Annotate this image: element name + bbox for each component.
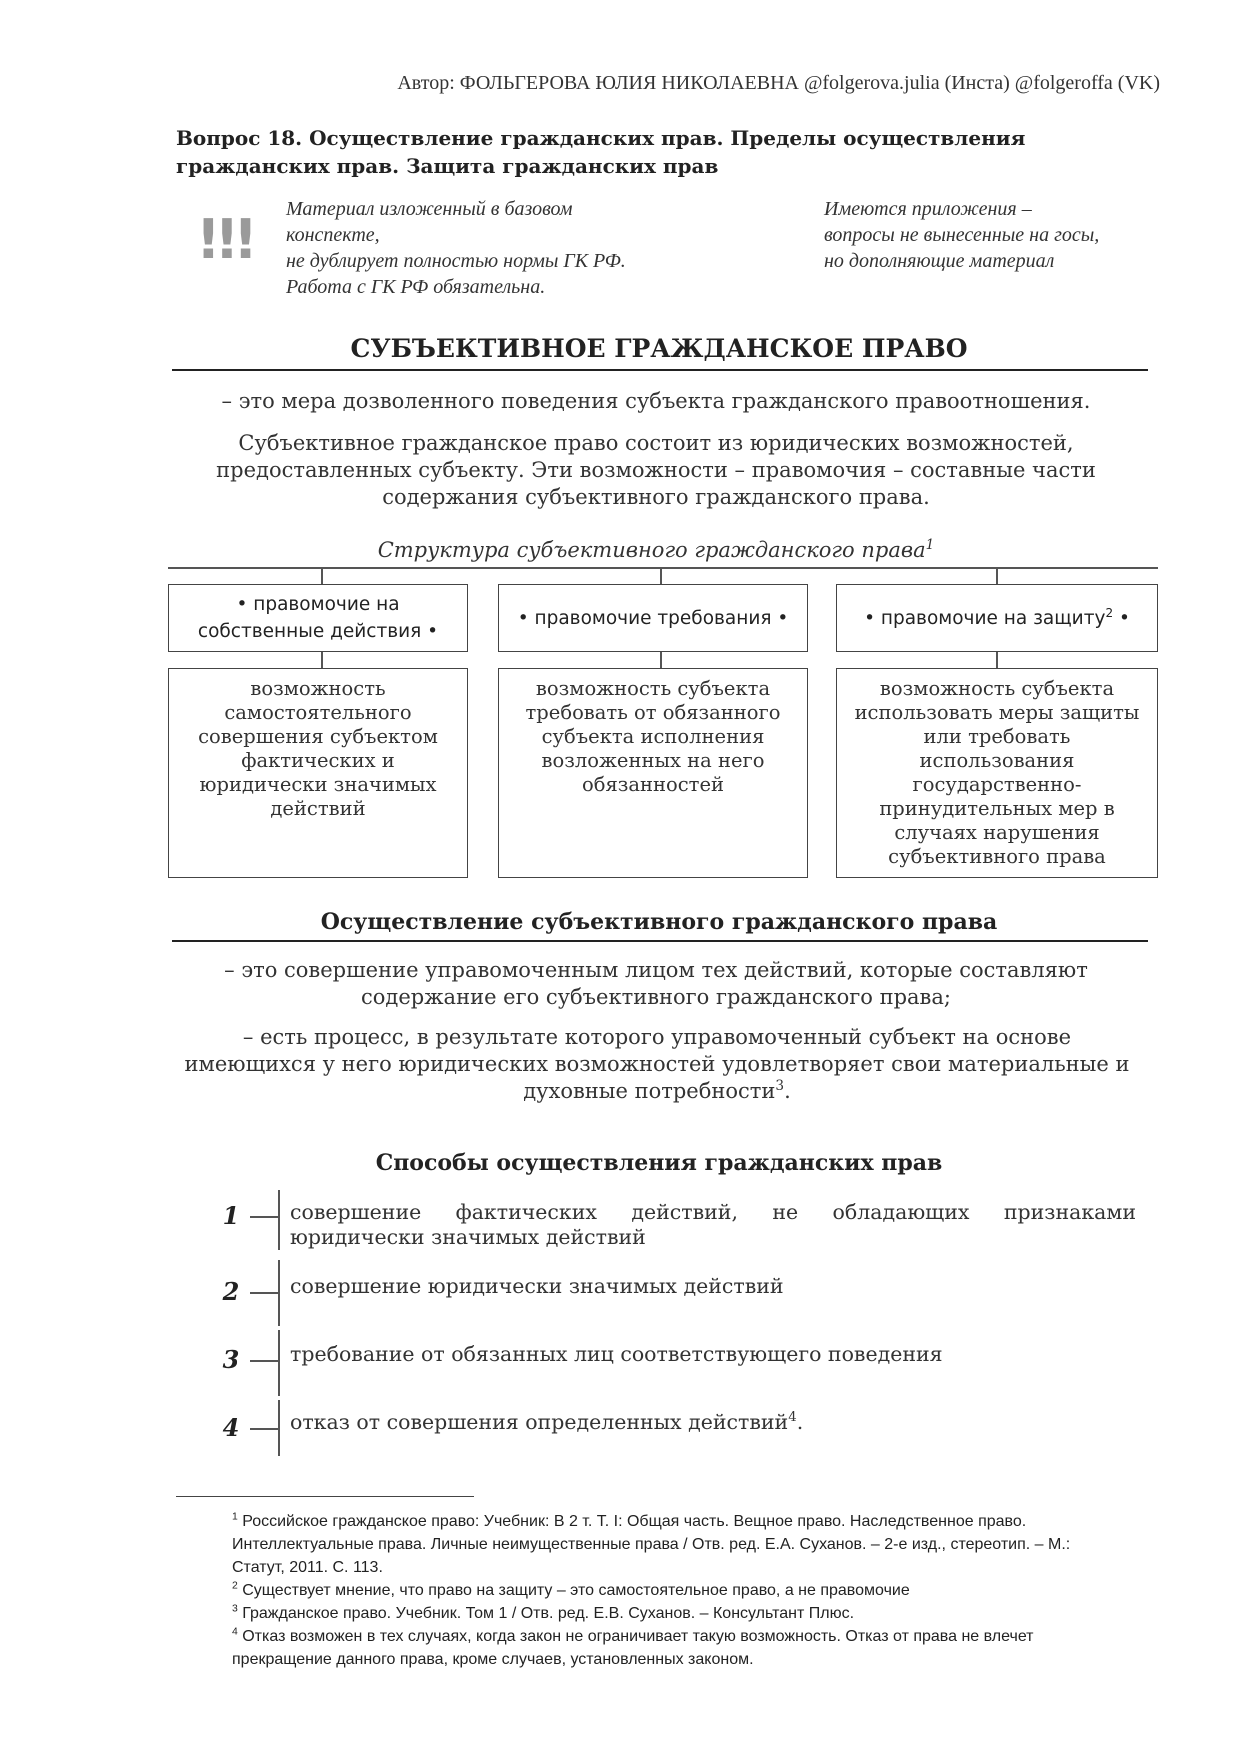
footnote-ref: 1 bbox=[232, 1511, 238, 1523]
power-label-text: • правомочие на защиту bbox=[864, 607, 1106, 629]
subjective-right-paragraph: Субъективное гражданское право состоит из юридических возможностей, предоставленных субъекту. Эти возможности – правомочия – составные части содержания субъективного гражданского права. bbox=[216, 431, 1096, 509]
footnote-text: Российское гражданское право: Учебник: В 2 т. Т. I: Общая часть. Вещное право. Наследственное право. Интеллектуальные права. Личные неимущественные права / Отв. ред. Е.А. Суханов. – 2-е изд., стереотип. – М.: Статут, 2011. С. 113. bbox=[232, 1513, 1071, 1576]
note-left-line: Работа с ГК РФ обязательна. bbox=[286, 276, 546, 298]
footnote-text: Гражданское право. Учебник. Том 1 / Отв. ред. Е.В. Суханов. – Консультант Плюс. bbox=[242, 1605, 855, 1622]
method-text: отказ от совершения определенных действий bbox=[290, 1410, 789, 1434]
power-box-own-actions bbox=[168, 584, 468, 652]
power-description-protection: возможность субъекта использовать меры защиты или требовать использования государственно-принудительных мер в случаях нарушения субъективного права bbox=[836, 668, 1158, 878]
footnote-item bbox=[232, 1510, 1092, 1579]
method-item bbox=[290, 1200, 1136, 1250]
power-label: • правомочие требования • bbox=[517, 607, 789, 629]
structure-caption bbox=[176, 538, 1136, 562]
note-right bbox=[824, 196, 1164, 274]
power-box-protection bbox=[836, 584, 1158, 652]
footnote-ref: 2 bbox=[1105, 605, 1114, 620]
structure-caption-text: Структура субъективного гражданского права bbox=[377, 538, 926, 562]
method-text: совершение фактических действий, не обладающих признаками bbox=[290, 1200, 1136, 1224]
method-text: требование от обязанных лиц соответствующего поведения bbox=[290, 1342, 943, 1366]
diagram-connector bbox=[321, 567, 323, 584]
method-number: 3 bbox=[222, 1345, 240, 1374]
footnotes bbox=[232, 1510, 1092, 1671]
note-right-line: но дополняющие материал bbox=[824, 250, 1055, 272]
power-label: • правомочие на собственные действия • bbox=[197, 594, 439, 642]
section-title-methods: Способы осуществления гражданских прав bbox=[375, 1150, 943, 1176]
method-tick bbox=[250, 1216, 278, 1218]
footnote-item bbox=[232, 1602, 1092, 1625]
diagram-connector bbox=[996, 652, 998, 668]
footnote-item bbox=[232, 1579, 1092, 1602]
footnote-ref: 4 bbox=[232, 1626, 238, 1638]
method-bracket bbox=[278, 1260, 280, 1326]
exercise-definition-1: – это совершение управомоченным лицом тех действий, которые составляют содержание его субъективного гражданского права; bbox=[224, 958, 1088, 1009]
method-tick bbox=[250, 1292, 278, 1294]
footnote-ref: 4 bbox=[788, 1410, 797, 1426]
diagram-connector bbox=[321, 652, 323, 668]
exercise-definition-2 bbox=[182, 1024, 1132, 1105]
footnote-ref: 3 bbox=[775, 1078, 785, 1094]
power-description-own-actions: возможность самостоятельного совершения субъектом фактических и юридически значимых действий bbox=[168, 668, 468, 878]
footnote-ref: 3 bbox=[232, 1603, 238, 1615]
method-bracket bbox=[278, 1330, 280, 1396]
diagram-connector bbox=[996, 567, 998, 584]
exercise-definition-2-text: – есть процесс, в результате которого управомоченный субъект на основе имеющихся у него юридических возможностей удовлетворяет свои материальные и духовные потребности bbox=[184, 1025, 1130, 1103]
author-line: Автор: ФОЛЬГЕРОВА ЮЛИЯ НИКОЛАЕВНА @folgerova.julia (Инста) @folgeroffa (VK) bbox=[397, 72, 1160, 94]
note-right-line: Имеются приложения – bbox=[824, 198, 1032, 220]
method-tick bbox=[250, 1360, 278, 1362]
note-right-line: вопросы не вынесенные на госы, bbox=[824, 224, 1100, 246]
method-bracket bbox=[278, 1400, 280, 1456]
note-left-line: не дублирует полностью нормы ГК РФ. bbox=[286, 250, 626, 272]
method-bracket bbox=[278, 1190, 280, 1250]
note-left-line: Материал изложенный в базовом bbox=[286, 198, 573, 220]
question-title: Вопрос 18. Осуществление гражданских прав. Пределы осуществления гражданских прав. Защита гражданских прав bbox=[176, 126, 1026, 178]
exclamation-icon: !!! bbox=[196, 208, 252, 271]
diagram-connector bbox=[660, 567, 662, 584]
method-item bbox=[290, 1410, 1136, 1435]
note-left bbox=[286, 196, 706, 300]
footnote-text: Существует мнение, что право на защиту – это самостоятельное право, а не правомочие bbox=[242, 1582, 910, 1599]
power-label bbox=[864, 605, 1130, 632]
section-divider bbox=[172, 369, 1148, 371]
method-number: 1 bbox=[222, 1201, 240, 1230]
definition-subjective-right: – это мера дозволенного поведения субъекта гражданского правоотношения. bbox=[221, 389, 1091, 413]
section-title-exercise: Осуществление субъективного гражданского права bbox=[320, 909, 998, 935]
footnote-divider bbox=[176, 1496, 474, 1497]
method-text: совершение юридически значимых действий bbox=[290, 1274, 784, 1298]
diagram-connector bbox=[660, 652, 662, 668]
footnote-text: Отказ возможен в тех случаях, когда закон не ограничивает такую возможность. Отказ от права не влечет прекращение данного права, кроме случаев, установленных законом. bbox=[232, 1628, 1034, 1668]
diagram-top-line bbox=[168, 567, 1158, 569]
method-number: 2 bbox=[222, 1277, 240, 1306]
method-text-end: . bbox=[796, 1410, 804, 1434]
note-left-line: конспекте, bbox=[286, 224, 380, 246]
section-divider bbox=[172, 940, 1148, 942]
footnote-ref: 2 bbox=[232, 1580, 238, 1592]
power-box-claim bbox=[498, 584, 808, 652]
footnote-item bbox=[232, 1625, 1092, 1671]
method-tick bbox=[250, 1428, 278, 1430]
section-title-subjective-right: СУБЪЕКТИВНОЕ ГРАЖДАНСКОЕ ПРАВО bbox=[350, 334, 968, 363]
method-number: 4 bbox=[222, 1413, 240, 1442]
power-label-text: • bbox=[1113, 607, 1130, 629]
footnote-ref: 1 bbox=[925, 537, 935, 553]
exercise-definition-2-end: . bbox=[784, 1079, 791, 1103]
method-text: юридически значимых действий bbox=[290, 1225, 646, 1249]
power-description-claim: возможность субъекта требовать от обязанного субъекта исполнения возложенных на него обязанностей bbox=[498, 668, 808, 878]
